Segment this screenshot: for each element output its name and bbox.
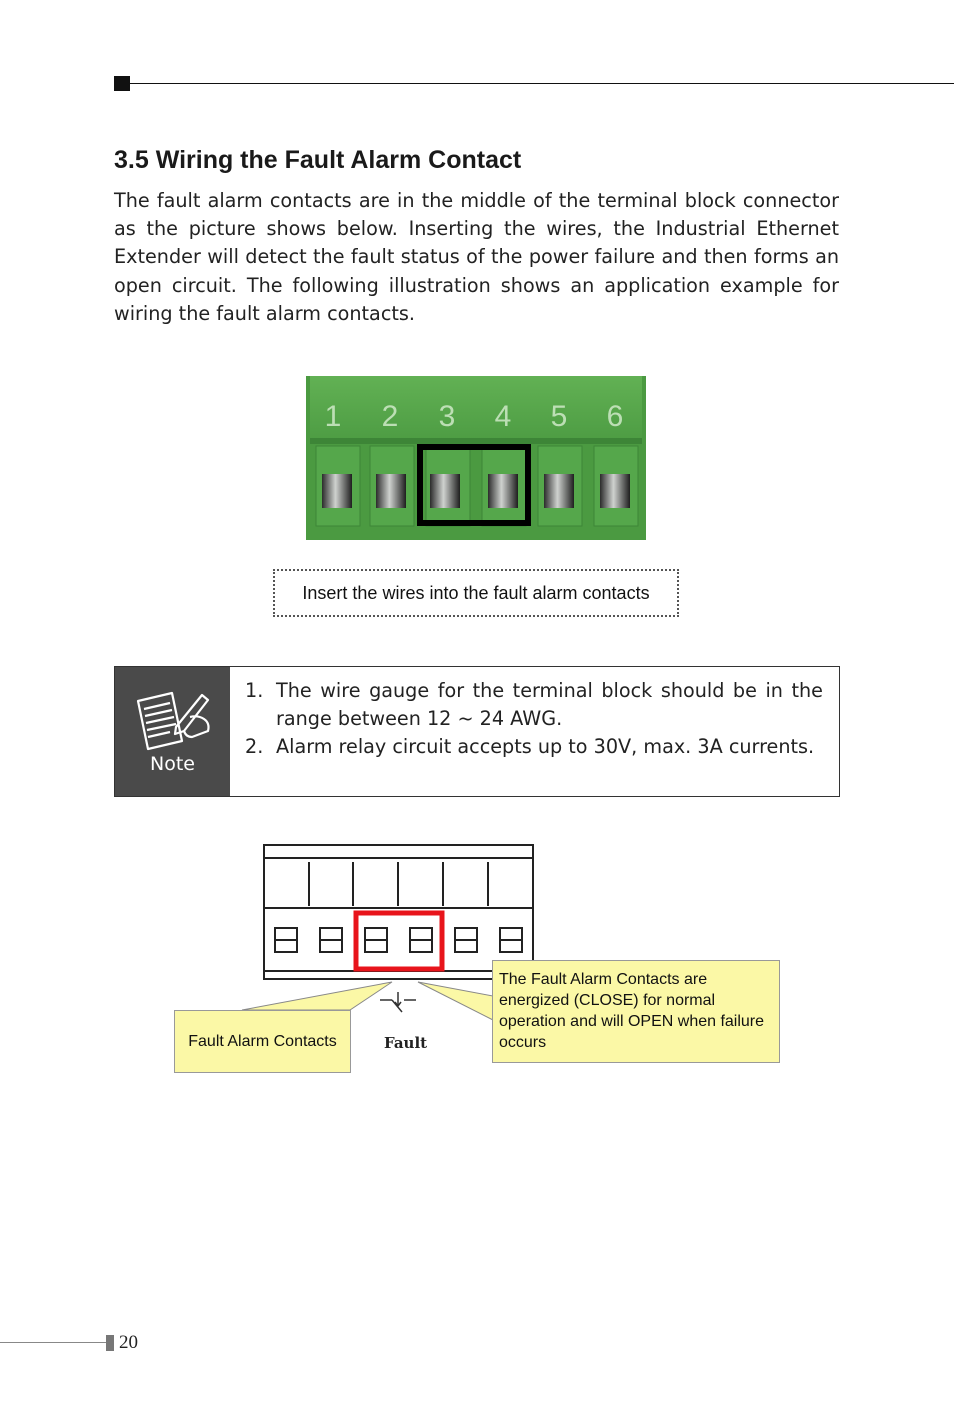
note-box	[114, 666, 840, 797]
pin-number-6: 6	[606, 400, 624, 433]
pin-number-3: 3	[438, 400, 456, 433]
note-item-number: 1.	[245, 679, 264, 702]
header-rule	[130, 83, 954, 84]
note-item-text: The wire gauge for the terminal block should be in the range between 12 ~ 24 AWG.	[276, 679, 823, 730]
pin-number-2: 2	[381, 400, 399, 433]
note-label: Note	[150, 753, 195, 775]
pin-number-5: 5	[550, 400, 568, 433]
note-item-text: Alarm relay circuit accepts up to 30V, max. 3A currents.	[276, 735, 815, 758]
note-list	[245, 677, 823, 761]
relay-symbol	[380, 992, 416, 1012]
pin-number-1: 1	[324, 400, 342, 433]
pin-number-4: 4	[494, 400, 512, 433]
page-number: 20	[119, 1332, 138, 1353]
fault-tag: Fault	[384, 1034, 428, 1052]
footer-marker	[106, 1335, 114, 1351]
note-pen-icon	[132, 687, 214, 751]
section-body: The fault alarm contacts are in the middle of the terminal block connector as the picture shows below. Inserting the wires, the Industrial Ethernet Extender will detect the fault status of the power failure and then forms an open circuit. The following illustration shows an application example for wiring the fault alarm contacts.	[114, 189, 839, 325]
fault-description-callout: The Fault Alarm Contacts are energized (CLOSE) for normal operation and will OPEN when failure occurs	[492, 960, 780, 1063]
section-title: 3.5 Wiring the Fault Alarm Contact	[114, 146, 522, 174]
note-item	[245, 733, 823, 761]
footer-rule	[0, 1342, 106, 1343]
note-item	[245, 677, 823, 733]
note-item-number: 2.	[245, 735, 264, 758]
note-sidebar	[115, 667, 230, 796]
header-marker	[114, 76, 130, 91]
terminal-block-photo	[306, 376, 646, 540]
fault-alarm-contacts-callout: Fault Alarm Contacts	[174, 1010, 351, 1073]
photo-caption: Insert the wires into the fault alarm contacts	[273, 569, 679, 617]
